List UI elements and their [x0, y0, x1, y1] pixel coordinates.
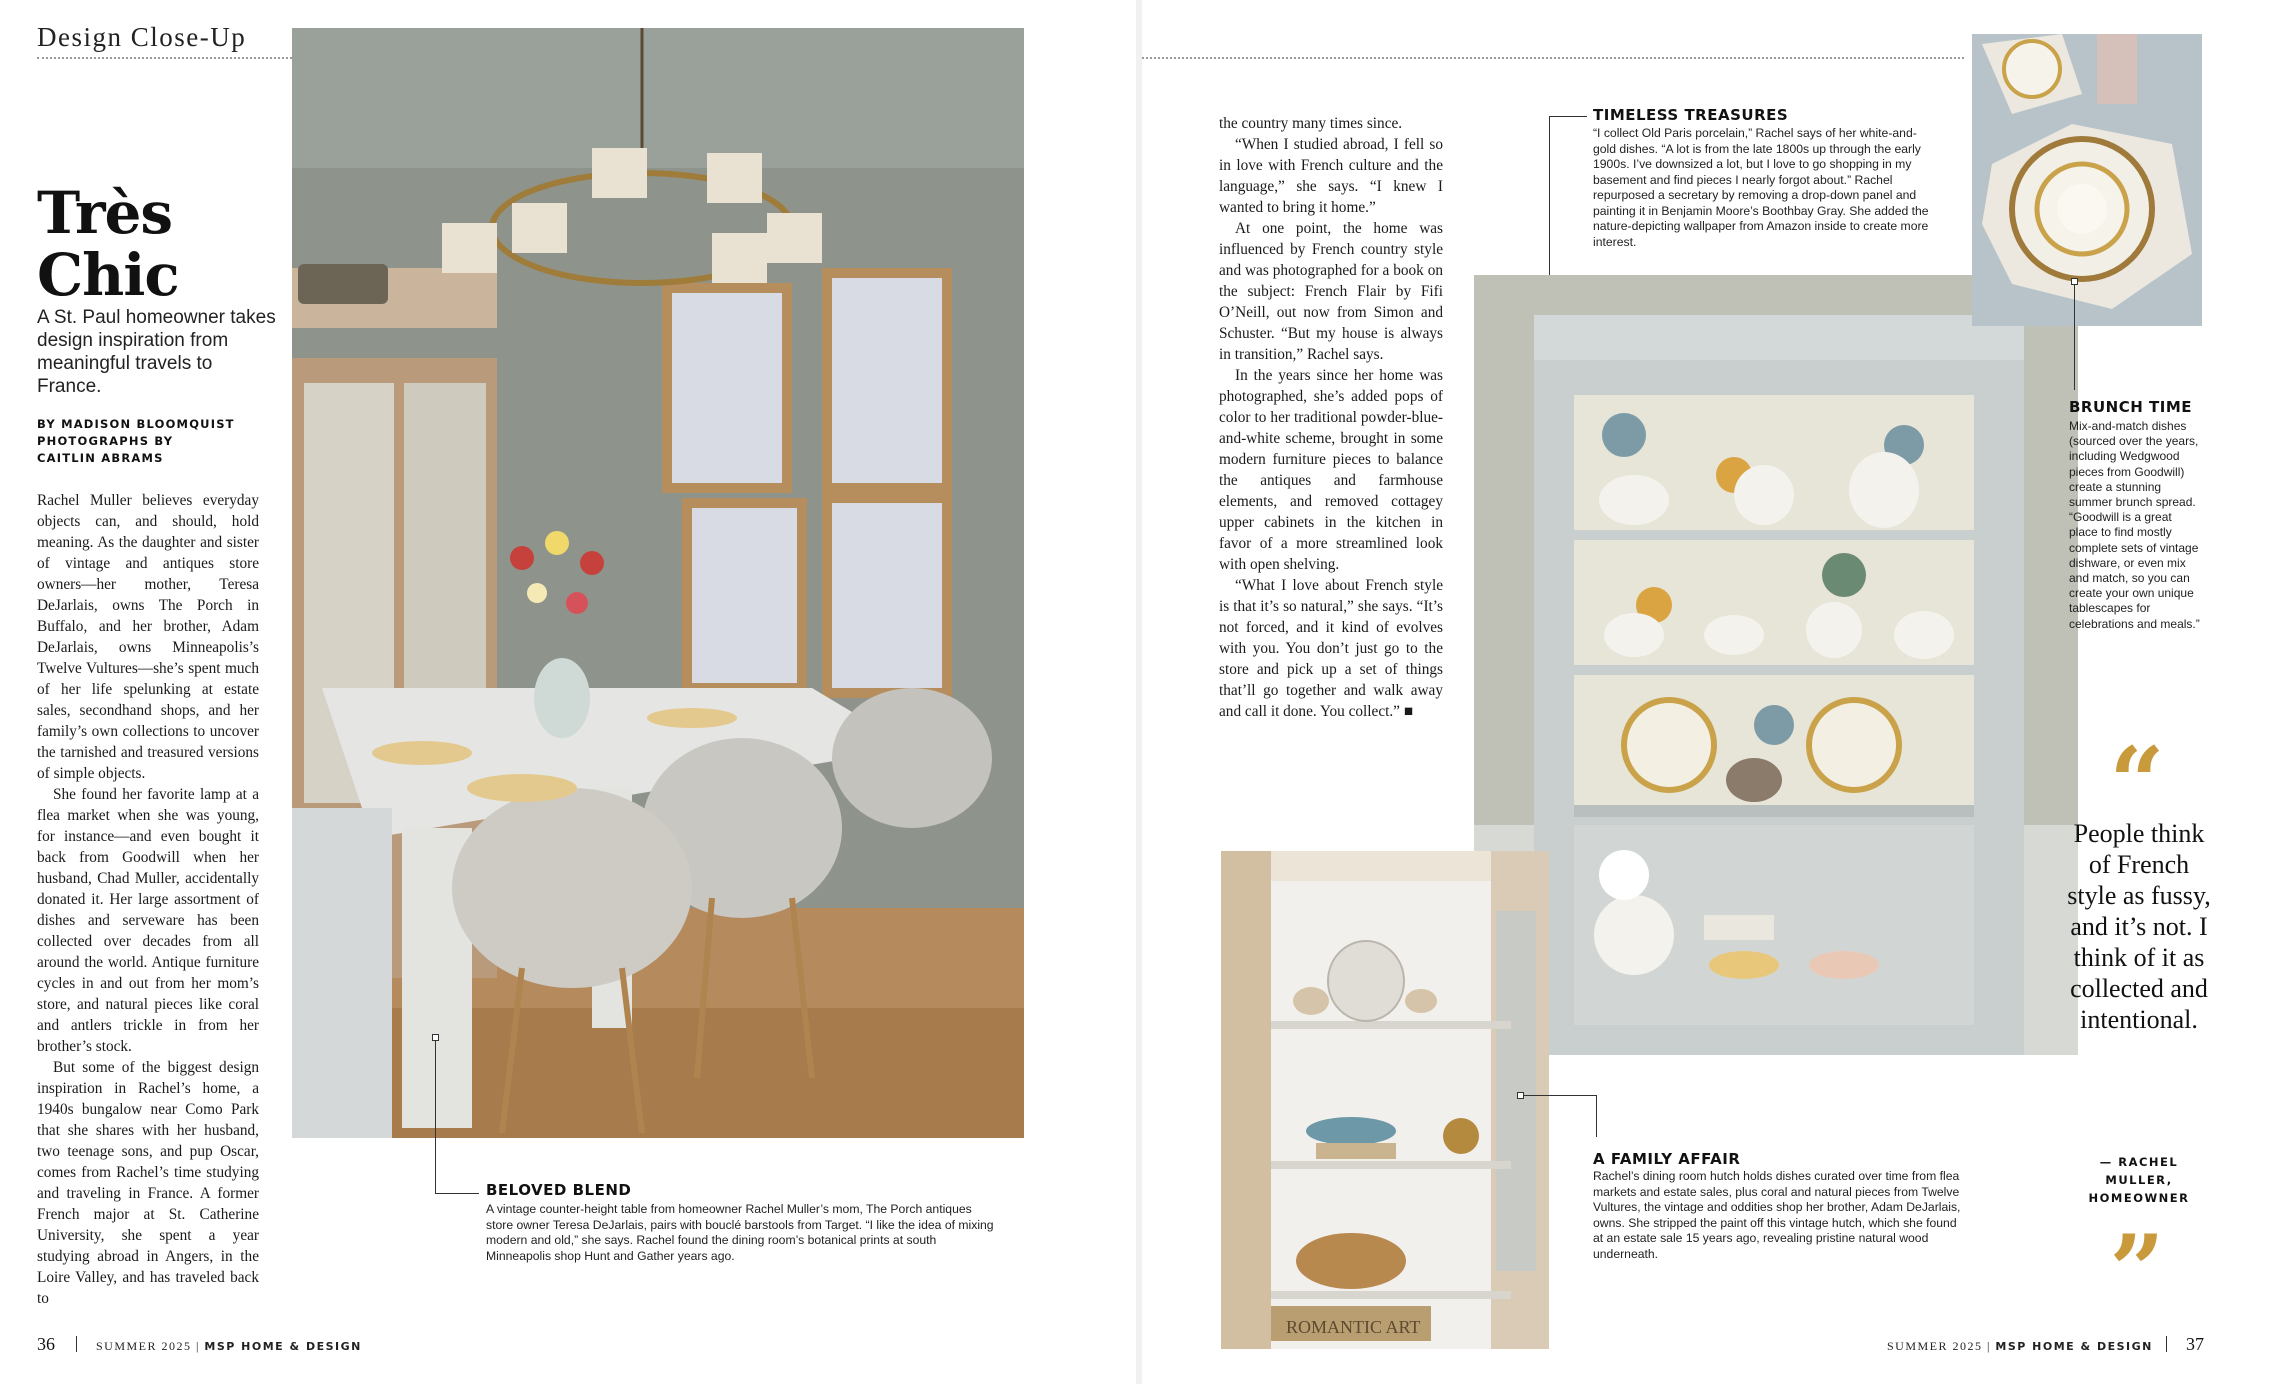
brunch-photo [1972, 34, 2202, 326]
treasures-text: “I collect Old Paris porcelain,” Rachel says of her white-and-gold dishes. “A lot is from the late 1800s up through the early 1900s. I’ve downsized a lot, but I love to go shopping in my basement and find pieces I nearly forgot about.” Rachel repurposed a secretary by removing a drop-down panel and painting it in Benjamin Moore’s Boothbay Gray. She added the nature-depicting wallpaper from Amazon inside to create more interest. [1593, 126, 1929, 249]
title-line-1: Très [37, 179, 173, 247]
folio-divider [76, 1336, 77, 1352]
folio-right [1887, 1339, 2153, 1354]
section-rule-right [1142, 57, 1964, 59]
body-paragraph: But some of the biggest design inspiration in Rachel’s home, a 1940s bungalow near Como Park that she shares with her husband, two teenage sons, and pup Oscar, comes from Rachel’s time studying and traveling in France. A former French major at St. Catherine University, she spent a year studying abroad in Angers, in the Loire Valley, and has traveled back to [37, 1059, 259, 1307]
body-paragraph: In the years since her home was photographed, she’s added pops of color to her traditional powder-blue-and-white scheme, brought in some modern furniture pieces to balance the antiques and farmhouse elements, and removed cottagey upper cabinets in the kitchen in favor of a more streamlined look with open shelving. [1219, 367, 1443, 573]
natural-wood-hutch-photo [1221, 851, 1549, 1349]
section-rule [37, 57, 292, 59]
treasures-heading: TIMELESS TREASURES [1593, 106, 1789, 124]
byline [37, 416, 277, 467]
end-mark: ■ [1403, 703, 1414, 720]
brunch-text: Mix-and-match dishes (sourced over the years, including Wedgwood pieces from Goodwill) create a stunning summer brunch spread. “Goodwill is a great place to find mostly complete sets of vintage dishware, or even mix and match, so you can create your own unique tablescapes for celebrations and meals.” [2069, 419, 2200, 631]
affair-marker [1517, 1092, 1524, 1099]
brunch-leader [2074, 285, 2075, 390]
dining-room-photo [292, 28, 1024, 1138]
left-page [0, 0, 1136, 1384]
affair-heading: A FAMILY AFFAIR [1593, 1150, 1741, 1168]
attribution-line-1: — RACHEL [2099, 1155, 2179, 1169]
body-paragraph [1219, 575, 1443, 722]
byline-author: BY MADISON BLOOMQUIST [37, 417, 235, 431]
body-paragraph-final: “What I love about French style is that it’s so natural,” she says. “It’s not forced, and it kind of evolves with you. You don’t just go to the store and pick up a set of things that’ll go together and walk away and call it done. You collect.” [1219, 577, 1443, 720]
affair-text: Rachel’s dining room hutch holds dishes curated over time from flea markets and estate sales, plus coral and natural pieces from Twelve Vultures, the vintage and oddities shop her brother, Adam DeJarlais, owns. She stripped the paint off this vintage hutch, which she found at an estate sale 15 years ago, revealing pristine natural wood underneath. [1593, 1169, 1961, 1261]
affair-leader [1596, 1095, 1597, 1137]
hutch-photo [1474, 275, 2078, 1055]
affair-leader-h [1524, 1095, 1596, 1096]
body-paragraph: Rachel Muller believes everyday objects can, and should, hold meaning. As the daughter and sister of vintage and antiques store owners—her mother, Teresa DeJarlais, owns The Porch in Buffalo, and her brother, Adam DeJarlais, owns Minneapolis’s Twelve Vultures—she’s spent much of her life spelunking at estate sales, secondhand shops, and her family’s own collections to uncover the tarnished and treasured versions of simple objects. [37, 492, 259, 782]
brunch-marker [2071, 278, 2078, 285]
attribution-line-3: HOMEOWNER [2088, 1191, 2190, 1205]
right-page [1142, 0, 2278, 1384]
folio-season: SUMMER 2025 [96, 1339, 192, 1353]
brunch-illustration [1972, 34, 2202, 326]
page-number: 36 [37, 1334, 55, 1354]
hutch-illustration [1474, 275, 2078, 1055]
body-column-1 [37, 490, 259, 1309]
folio-magazine: MSP HOME & DESIGN [204, 1340, 362, 1353]
body-paragraph: At one point, the home was influenced by French country style and was photographed for a book on the subject: French Flair by Fifi O’Neill, out now from Simon and Schuster. “But my house is always in transition,” Rachel says. [1219, 220, 1443, 363]
page-number: 37 [2186, 1334, 2204, 1354]
romantic-art-book-title: ROMANTIC ART [1286, 1317, 1421, 1337]
folio-separator: | [196, 1339, 205, 1353]
caption-text: A vintage counter-height table from homeowner Rachel Muller’s mom, The Porch antiques store owner Teresa DeJarlais, pairs with bouclé barstools from Target. “I like the idea of mixing modern and old,” she says. Rachel found the dining room’s botanical prints at south Minneapolis shop Hunt and Gather years ago. [486, 1202, 994, 1263]
attribution-line-2: MULLER, [2105, 1173, 2173, 1187]
deck: A St. Paul homeowner takes design inspiration from meaningful travels to France. [37, 307, 276, 397]
folio [96, 1339, 362, 1354]
body-paragraph: She found her favorite lamp at a flea market when she was young, for instance—and even bought it back from Goodwill when her husband, Chad Muller, accidentally donated it. Her large assortment of dishes and serveware has been collected over decades from all around the world. Antique furniture cycles in and out from her mom’s store, and natural pieces like coral and antlers trickle in from her brother’s stock. [37, 786, 259, 1055]
treasures-leader-h [1549, 116, 1587, 117]
pull-quote: People think of French style as fussy, and it’s not. I think of it as collected and intentional. [2067, 819, 2211, 1034]
folio-season: SUMMER 2025 [1887, 1339, 1983, 1353]
quote-open-mark: “ [2109, 726, 2165, 839]
byline-photo-label: PHOTOGRAPHS BY [37, 434, 174, 448]
body-column-2 [1219, 113, 1443, 722]
body-paragraph: “When I studied abroad, I fell so in love with French culture and the language,” she says. “I knew I wanted to bring it home.” [1219, 136, 1443, 216]
natural-wood-hutch-illustration [1221, 851, 1549, 1349]
title-line-2: Chic [37, 241, 179, 309]
caption-leader [435, 1041, 436, 1193]
caption-leader-h [435, 1193, 479, 1194]
section-label: Design Close-Up [37, 22, 247, 52]
brunch-heading: BRUNCH TIME [2069, 398, 2192, 416]
folio-divider [2166, 1336, 2167, 1352]
quote-attribution [2064, 1153, 2214, 1207]
dining-room-illustration [292, 28, 1024, 1138]
quote-close-mark: ” [2109, 1214, 2165, 1327]
folio-separator: | [1987, 1339, 1996, 1353]
caption-heading: BELOVED BLEND [486, 1181, 632, 1199]
body-paragraph: the country many times since. [1219, 115, 1403, 132]
article-title [37, 179, 277, 309]
folio-magazine: MSP HOME & DESIGN [1995, 1340, 2153, 1353]
caption-marker [432, 1034, 439, 1041]
byline-photographer: CAITLIN ABRAMS [37, 451, 164, 465]
